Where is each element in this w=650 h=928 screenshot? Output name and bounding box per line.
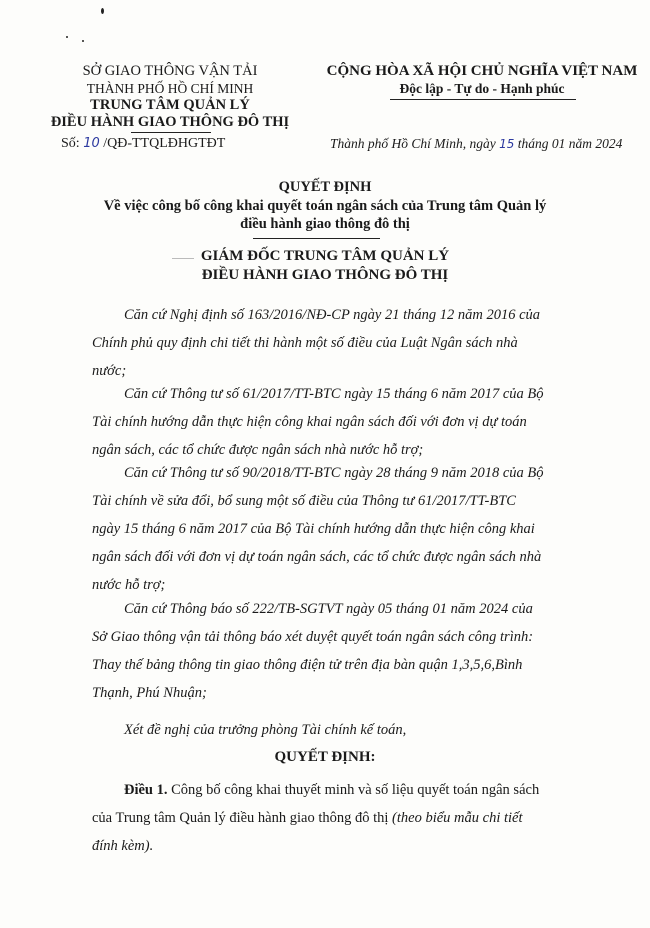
subject-line-1: Về việc công bố công khai quyết toán ngân sách của Trung tâm Quản lý (103, 198, 547, 214)
article-1-text-italic: (theo biểu mẫu chi tiết (392, 810, 523, 826)
article-1-text-plain: của Trung tâm Quản lý điều hành giao thông đô thị (92, 810, 389, 826)
document-type: QUYẾT ĐỊNH (278, 179, 372, 195)
agency-underline (131, 132, 211, 133)
recital-line: Căn cứ Nghị định số 163/2016/NĐ-CP ngày 21 tháng 12 năm 2016 của (124, 307, 541, 323)
place-and-date (330, 136, 622, 152)
recital-line: Căn cứ Thông báo số 222/TB-SGTVT ngày 05 tháng 01 năm 2024 của (124, 601, 533, 617)
recital-line: nước; (92, 363, 127, 379)
subject-line-2: điều hành giao thông đô thị (240, 216, 410, 232)
recital-line: ngày 15 tháng 6 năm 2017 của Bộ Tài chính hướng dẫn thực hiện công khai (92, 521, 535, 537)
recital-line: Sở Giao thông vận tải thông báo xét duyệt quyết toán ngân sách công trình: (92, 629, 534, 645)
doc-number-handwritten: 10 (83, 136, 100, 151)
recital-line: Xét đề nghị của trưởng phòng Tài chính kế toán, (124, 722, 407, 738)
day-handwritten: 15 (499, 137, 515, 151)
article-1-line (92, 776, 604, 804)
agency-line-2: THÀNH PHỐ HỒ CHÍ MINH (86, 81, 254, 96)
place-date-prefix: Thành phố Hồ Chí Minh, ngày (330, 136, 496, 151)
article-1 (92, 776, 604, 860)
recital-line: Tài chính hướng dẫn thực hiện công khai ngân sách đối với đơn vị dự toán (92, 414, 527, 430)
recital-5 (92, 716, 604, 744)
article-1-text: Công bố công khai thuyết minh và số liệu quyết toán ngân sách (171, 782, 540, 798)
motto-underline (390, 99, 576, 100)
recital-1 (92, 301, 604, 385)
recital-line: ngân sách, các tổ chức được ngân sách nhà nước hỗ trợ; (92, 442, 424, 458)
article-1-label: Điều 1. (124, 782, 168, 798)
title-underline (253, 238, 380, 239)
decision-heading: QUYẾT ĐỊNH: (274, 749, 376, 765)
issuing-agency-block (40, 63, 300, 131)
authority-line-2: ĐIỀU HÀNH GIAO THÔNG ĐÔ THỊ (201, 267, 449, 283)
recital-2 (92, 380, 604, 464)
article-1-text-italic: đính kèm). (92, 838, 154, 854)
recital-line: ngân sách đối với đơn vị dự toán ngân sách, các tổ chức được ngân sách nhà (92, 549, 542, 565)
national-title: CỘNG HÒA XÃ HỘI CHỦ NGHĨA VIỆT NAM (326, 63, 638, 79)
national-heading-block (318, 63, 646, 97)
agency-line-3: TRUNG TÂM QUẢN LÝ (90, 97, 250, 113)
recital-line: Thay thế bảng thông tin giao thông điện tử trên địa bàn quận 1,3,5,6,Bình (92, 657, 523, 673)
article-1-line (92, 804, 604, 832)
document-number (61, 136, 225, 152)
scan-speck (66, 36, 68, 38)
authority-line-1: GIÁM ĐỐC TRUNG TÂM QUẢN LÝ (200, 248, 450, 264)
recital-line: nước hỗ trợ; (92, 577, 166, 593)
recital-line: Tài chính về sửa đổi, bổ sung một số điều của Thông tư 61/2017/TT-BTC (92, 493, 516, 509)
doc-number-suffix: /QĐ-TTQLĐHGTĐT (103, 136, 226, 151)
agency-line-4: ĐIỀU HÀNH GIAO THÔNG ĐÔ THỊ (50, 114, 290, 130)
recital-line: Căn cứ Thông tư số 61/2017/TT-BTC ngày 15 tháng 6 năm 2017 của Bộ (124, 386, 544, 402)
doc-number-prefix: Số: (61, 136, 80, 151)
scan-speck (101, 8, 104, 14)
national-motto: Độc lập - Tự do - Hạnh phúc (399, 81, 565, 96)
recital-line: Thạnh, Phú Nhuận; (92, 685, 207, 701)
scan-speck (82, 40, 84, 42)
recital-line: Căn cứ Thông tư số 90/2018/TT-BTC ngày 28 tháng 9 năm 2018 của Bộ (124, 465, 544, 481)
recital-3 (92, 459, 604, 599)
place-date-suffix: tháng 01 năm 2024 (517, 136, 623, 151)
article-1-line (92, 832, 604, 860)
recital-4 (92, 595, 604, 707)
agency-line-1: SỞ GIAO THÔNG VẬN TẢI (82, 63, 258, 79)
recital-line: Chính phủ quy định chi tiết thi hành một số điều của Luật Ngân sách nhà (92, 335, 518, 351)
